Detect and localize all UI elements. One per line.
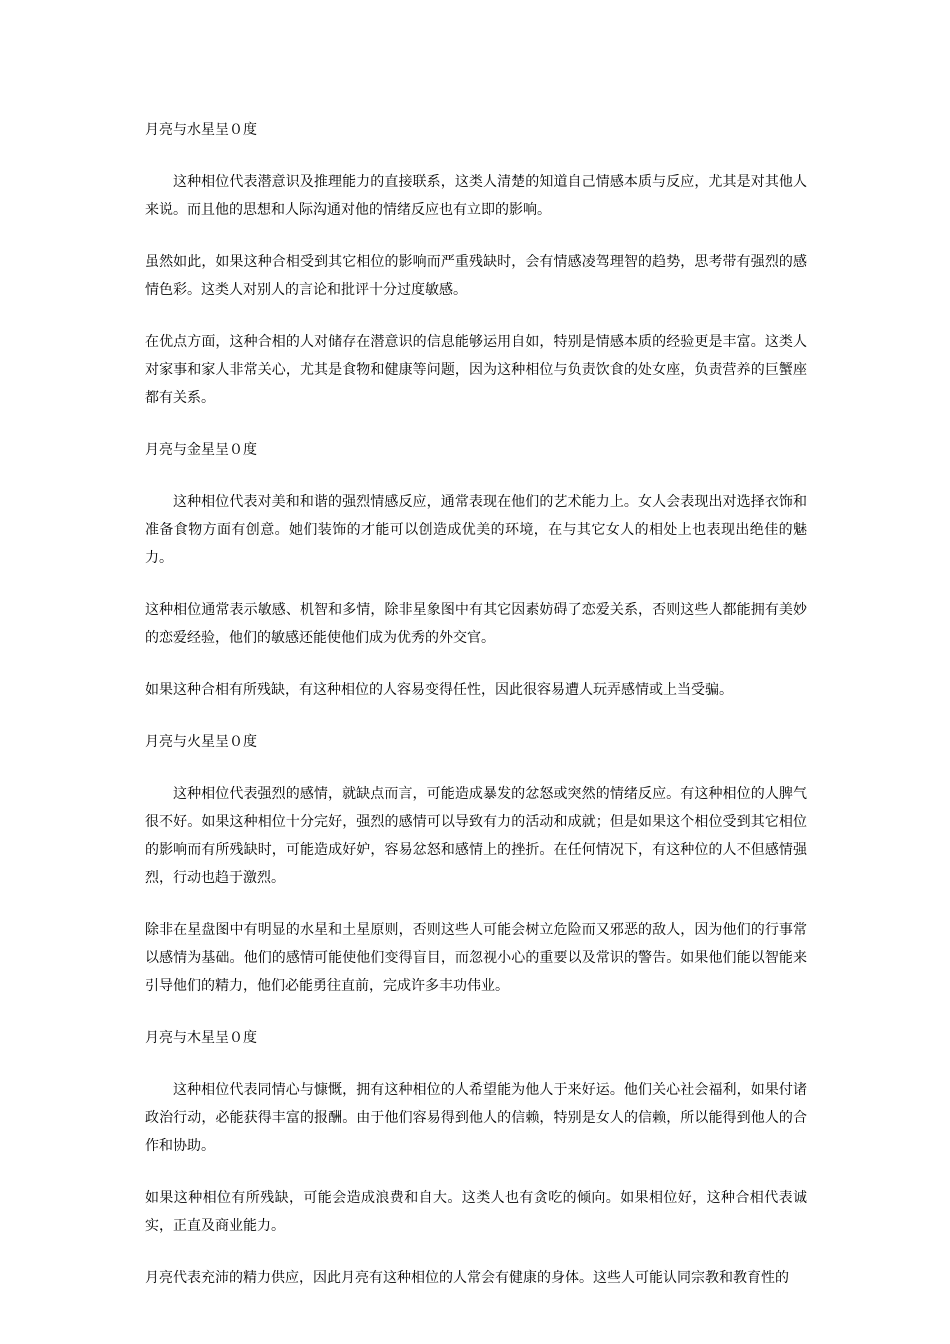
section-heading-moon-mercury: 月亮与水星呈０度 bbox=[145, 122, 257, 138]
paragraph: 如果这种合相有所残缺，有这种相位的人容易变得任性，因此很容易遭人玩弄感情或上当受骗。 bbox=[145, 682, 733, 698]
document-body bbox=[145, 116, 807, 1316]
section-heading-moon-venus: 月亮与金星呈０度 bbox=[145, 442, 257, 458]
paragraph: 这种相位通常表示敏感、机智和多情，除非星象图中有其它因素妨碍了恋爱关系，否则这些人都能拥有美妙的恋爱经验，他们的敏感还能使他们成为优秀的外交官。 bbox=[145, 602, 807, 646]
section-heading-moon-jupiter: 月亮与木星呈０度 bbox=[145, 1030, 257, 1046]
paragraph: 这种相位代表潜意识及推理能力的直接联系，这类人清楚的知道自己情感本质与反应，尤其是对其他人来说。而且他的思想和人际沟通对他的情绪反应也有立即的影响。 bbox=[145, 174, 807, 218]
paragraph: 这种相位代表同情心与慷慨，拥有这种相位的人希望能为他人于来好运。他们关心社会福利，如果付诸政治行动，必能获得丰富的报酬。由于他们容易得到他人的信赖，特别是女人的信赖，所以能得到他人的合作和协助。 bbox=[145, 1082, 807, 1154]
paragraph: 这种相位代表强烈的感情，就缺点而言，可能造成暴发的忿怒或突然的情绪反应。有这种相位的人脾气很不好。如果这种相位十分完好，强烈的感情可以导致有力的活动和成就；但是如果这个相位受到其它相位的影响而有所残缺时，可能造成好妒，容易忿怒和感情上的挫折。在任何情况下，有这种位的人不但感情强烈，行动也趋于激烈。 bbox=[145, 786, 807, 886]
paragraph: 除非在星盘图中有明显的水星和土星原则，否则这些人可能会树立危险而又邪恶的敌人，因为他们的行事常以感情为基础。他们的感情可能使他们变得盲目，而忽视小心的重要以及常识的警告。如果他们能以智能来引导他们的精力，他们必能勇往直前，完成许多丰功伟业。 bbox=[145, 922, 807, 994]
paragraph: 这种相位代表对美和和谐的强烈情感反应，通常表现在他们的艺术能力上。女人会表现出对选择衣饰和准备食物方面有创意。她们装饰的才能可以创造成优美的环境，在与其它女人的相处上也表现出绝佳的魅力。 bbox=[145, 494, 807, 566]
paragraph: 如果这种相位有所残缺，可能会造成浪费和自大。这类人也有贪吃的倾向。如果相位好，这种合相代表诚实，正直及商业能力。 bbox=[145, 1190, 807, 1234]
paragraph-truncated: 月亮代表充沛的精力供应，因此月亮有这种相位的人常会有健康的身体。这些人可能认同宗教和教育性的 bbox=[145, 1270, 789, 1286]
paragraph: 在优点方面，这种合相的人对储存在潜意识的信息能够运用自如，特别是情感本质的经验更是丰富。这类人对家事和家人非常关心，尤其是食物和健康等问题，因为这种相位与负责饮食的处女座，负责营养的巨蟹座都有关系。 bbox=[145, 334, 807, 406]
paragraph: 虽然如此，如果这种合相受到其它相位的影响而严重残缺时，会有情感凌驾理智的趋势，思考带有强烈的感情色彩。这类人对别人的言论和批评十分过度敏感。 bbox=[145, 254, 807, 298]
section-heading-moon-mars: 月亮与火星呈０度 bbox=[145, 734, 257, 750]
